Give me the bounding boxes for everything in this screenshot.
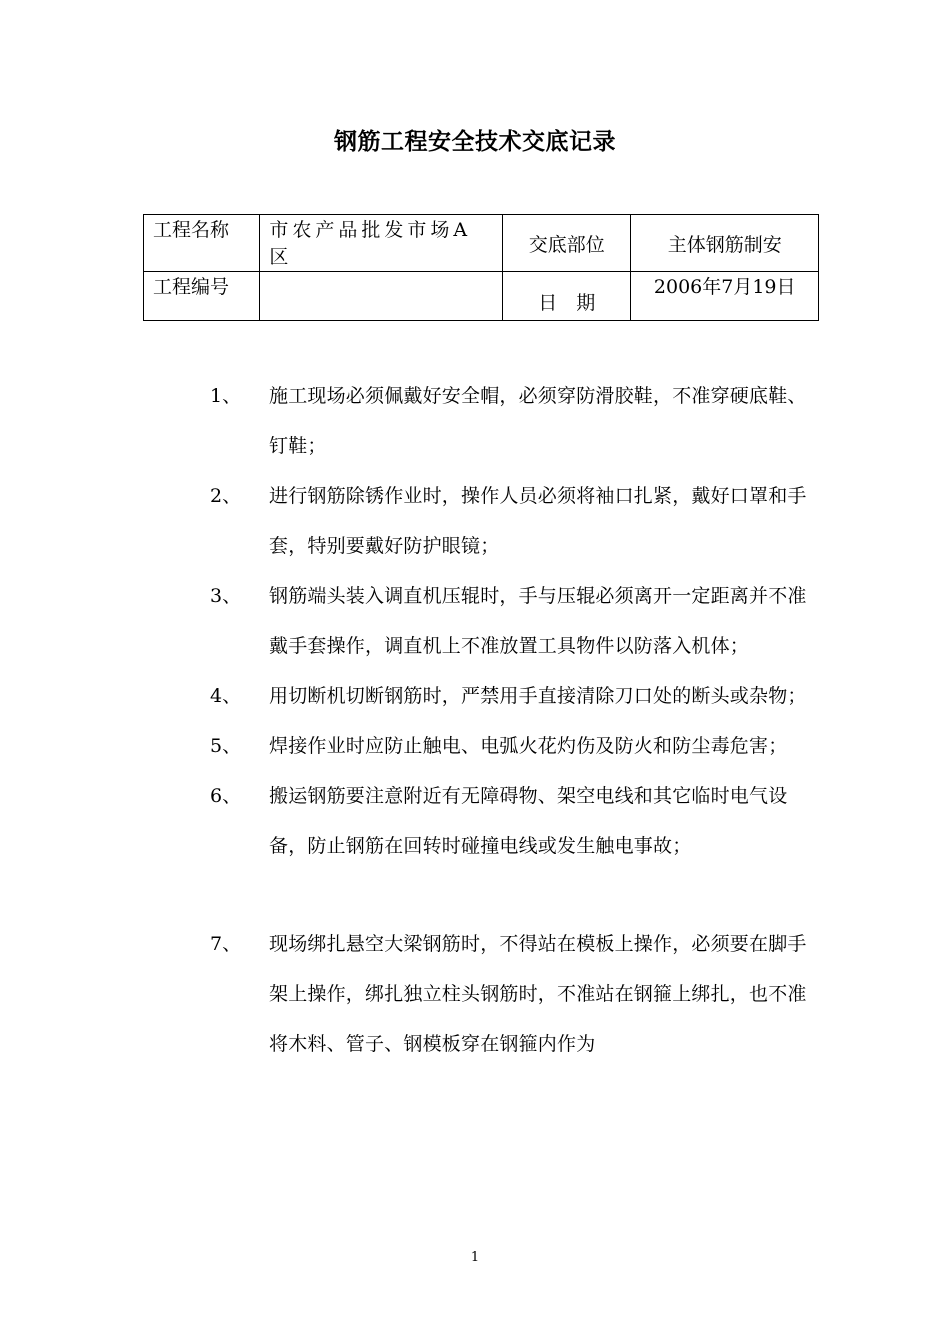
- item-number: 4、: [210, 685, 242, 707]
- item-number: 7、: [210, 933, 242, 955]
- list-item: [0, 371, 950, 471]
- item-text: 钢筋端头装入调直机压辊时，手与压辊必须离开一定距离并不准戴手套操作，调直机上不准放置工具物件以防落入机体；: [269, 585, 807, 657]
- table-row: [144, 215, 819, 272]
- item-text: 进行钢筋除锈作业时，操作人员必须将袖口扎紧，戴好口罩和手套，特别要戴好防护眼镜；: [269, 485, 807, 557]
- date-value: 2006年7月19日: [653, 276, 796, 298]
- item-text: 搬运钢筋要注意附近有无障碍物、架空电线和其它临时电气设备，防止钢筋在回转时碰撞电线或发生触电事故；: [269, 785, 788, 857]
- safety-items-list: [0, 371, 950, 1069]
- disclosure-part-label-cell: [503, 215, 631, 272]
- table-row: [144, 272, 819, 321]
- date-label-cell: [503, 272, 631, 321]
- list-item: [0, 471, 950, 571]
- item-number: 6、: [210, 785, 242, 807]
- list-item: [0, 721, 950, 771]
- item-text: 焊接作业时应防止触电、电弧火花灼伤及防火和防尘毒危害；: [269, 735, 788, 757]
- project-name-value-cell: [260, 215, 503, 272]
- item-text: 施工现场必须佩戴好安全帽，必须穿防滑胶鞋，不准穿硬底鞋、钉鞋；: [269, 385, 807, 457]
- project-name-label: 工程名称: [153, 219, 230, 241]
- item-number: 3、: [210, 585, 242, 607]
- project-name-label-cell: [144, 215, 260, 272]
- item-number: 5、: [210, 735, 242, 757]
- date-value-cell: [631, 272, 819, 321]
- project-number-label: 工程编号: [153, 276, 230, 298]
- info-table: [143, 214, 819, 321]
- project-number-value-cell: [260, 272, 503, 321]
- list-item: [0, 919, 950, 1069]
- disclosure-part-label: 交底部位: [528, 233, 605, 256]
- date-label: 日 期: [538, 291, 596, 314]
- paragraph-spacer: [0, 871, 950, 919]
- item-number: 2、: [210, 485, 242, 507]
- item-text: 用切断机切断钢筋时，严禁用手直接清除刀口处的断头或杂物；: [269, 685, 807, 707]
- item-number: 1、: [210, 385, 242, 407]
- project-number-value: [269, 272, 493, 274]
- project-name-value: 市农产品批发市场A区: [269, 219, 472, 268]
- list-item: [0, 571, 950, 671]
- disclosure-part-value: 主体钢筋制安: [667, 233, 782, 256]
- item-text: 现场绑扎悬空大梁钢筋时，不得站在模板上操作，必须要在脚手架上操作，绑扎独立柱头钢筋时，不准站在钢箍上绑扎，也不准将木料、管子、钢模板穿在钢箍内作为: [269, 933, 807, 1055]
- page-number: 1: [470, 1250, 480, 1265]
- list-item: [0, 671, 950, 721]
- page-title: 钢筋工程安全技术交底记录: [334, 128, 616, 155]
- list-item: [0, 771, 950, 871]
- disclosure-part-value-cell: [631, 215, 819, 272]
- project-number-label-cell: [144, 272, 260, 321]
